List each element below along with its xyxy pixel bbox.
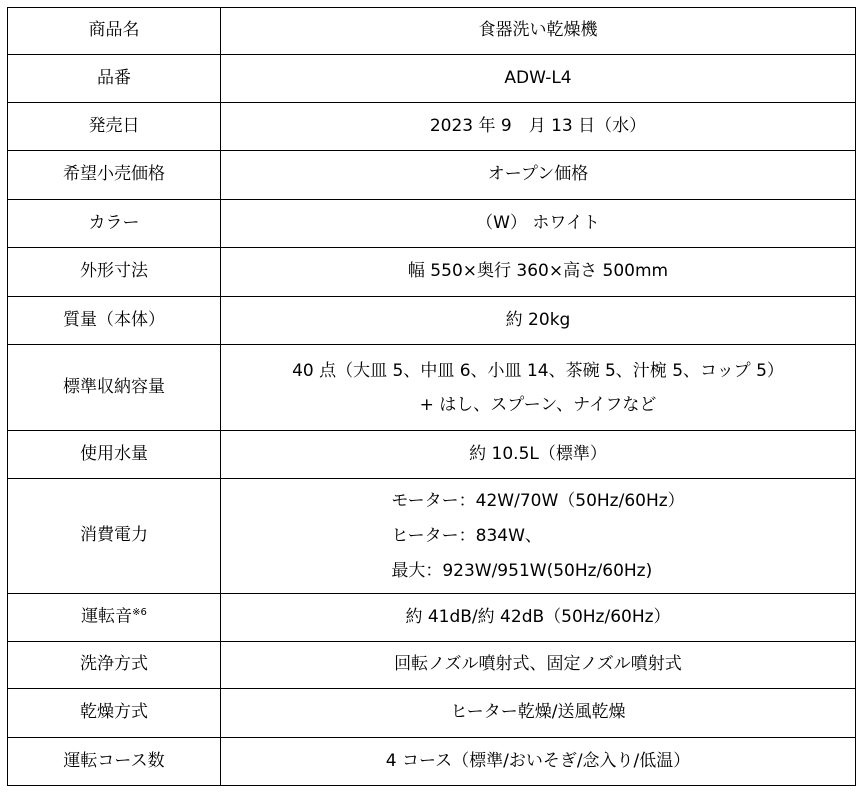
spec-value: 約 10.5L（標準） (221, 431, 856, 479)
spec-label: 発売日 (8, 103, 221, 151)
spec-value: ヒーター乾燥/送風乾燥 (221, 689, 856, 738)
spec-row (8, 594, 856, 642)
spec-label: 商品名 (8, 8, 221, 55)
spec-value: ADW-L4 (221, 55, 856, 103)
spec-value: 約 20kg (221, 297, 856, 345)
spec-value: 食器洗い乾燥機 (221, 8, 856, 55)
spec-row (8, 55, 856, 103)
spec-value: 幅 550×奥行 360×高さ 500mm (221, 248, 856, 297)
footnote-mark: ※6 (132, 607, 147, 619)
spec-row (8, 738, 856, 786)
spec-value: 回転ノズル噴射式、固定ノズル噴射式 (221, 642, 856, 689)
spec-row (8, 479, 856, 594)
spec-row (8, 642, 856, 689)
spec-row (8, 297, 856, 345)
spec-label: 品番 (8, 55, 221, 103)
spec-row (8, 689, 856, 738)
spec-value: （W） ホワイト (221, 200, 856, 248)
spec-value: オープン価格 (221, 151, 856, 200)
spec-row (8, 248, 856, 297)
spec-label-text: 運転音 (81, 607, 133, 628)
spec-value: 2023 年 9 月 13 日（水） (221, 103, 856, 151)
spec-label: 標準収納容量 (8, 345, 221, 431)
spec-label: 希望小売価格 (8, 151, 221, 200)
spec-label: 乾燥方式 (8, 689, 221, 738)
spec-value: 4 コース（標準/おいそぎ/念入り/低温） (221, 738, 856, 786)
spec-label: 運転コース数 (8, 738, 221, 786)
spec-label: 洗浄方式 (8, 642, 221, 689)
power-lines (391, 484, 684, 589)
spec-value (221, 345, 856, 431)
spec-label: 質量（本体） (8, 297, 221, 345)
spec-value: 約 41dB/約 42dB（50Hz/60Hz） (221, 594, 856, 642)
spec-label: 消費電力 (8, 479, 221, 594)
spec-value (221, 479, 856, 594)
spec-value-line: 最大：923W/951W(50Hz/60Hz) (391, 560, 653, 581)
spec-label: 外形寸法 (8, 248, 221, 297)
spec-label: 使用水量 (8, 431, 221, 479)
spec-row (8, 431, 856, 479)
spec-value-line: ヒーター：834W、 (391, 525, 542, 546)
spec-table (7, 7, 856, 786)
spec-row (8, 103, 856, 151)
spec-value-line: モーター：42W/70W（50Hz/60Hz） (391, 490, 685, 511)
spec-label: カラー (8, 200, 221, 248)
spec-row (8, 200, 856, 248)
spec-row (8, 345, 856, 431)
spec-value-line: 40 点（大皿 5、中皿 6、小皿 14、茶碗 5、汁椀 5、コップ 5） (292, 360, 784, 381)
spec-row (8, 151, 856, 200)
spec-row (8, 8, 856, 55)
spec-label (8, 594, 221, 642)
spec-value-line: + はし、スプーン、ナイフなど (419, 394, 657, 415)
